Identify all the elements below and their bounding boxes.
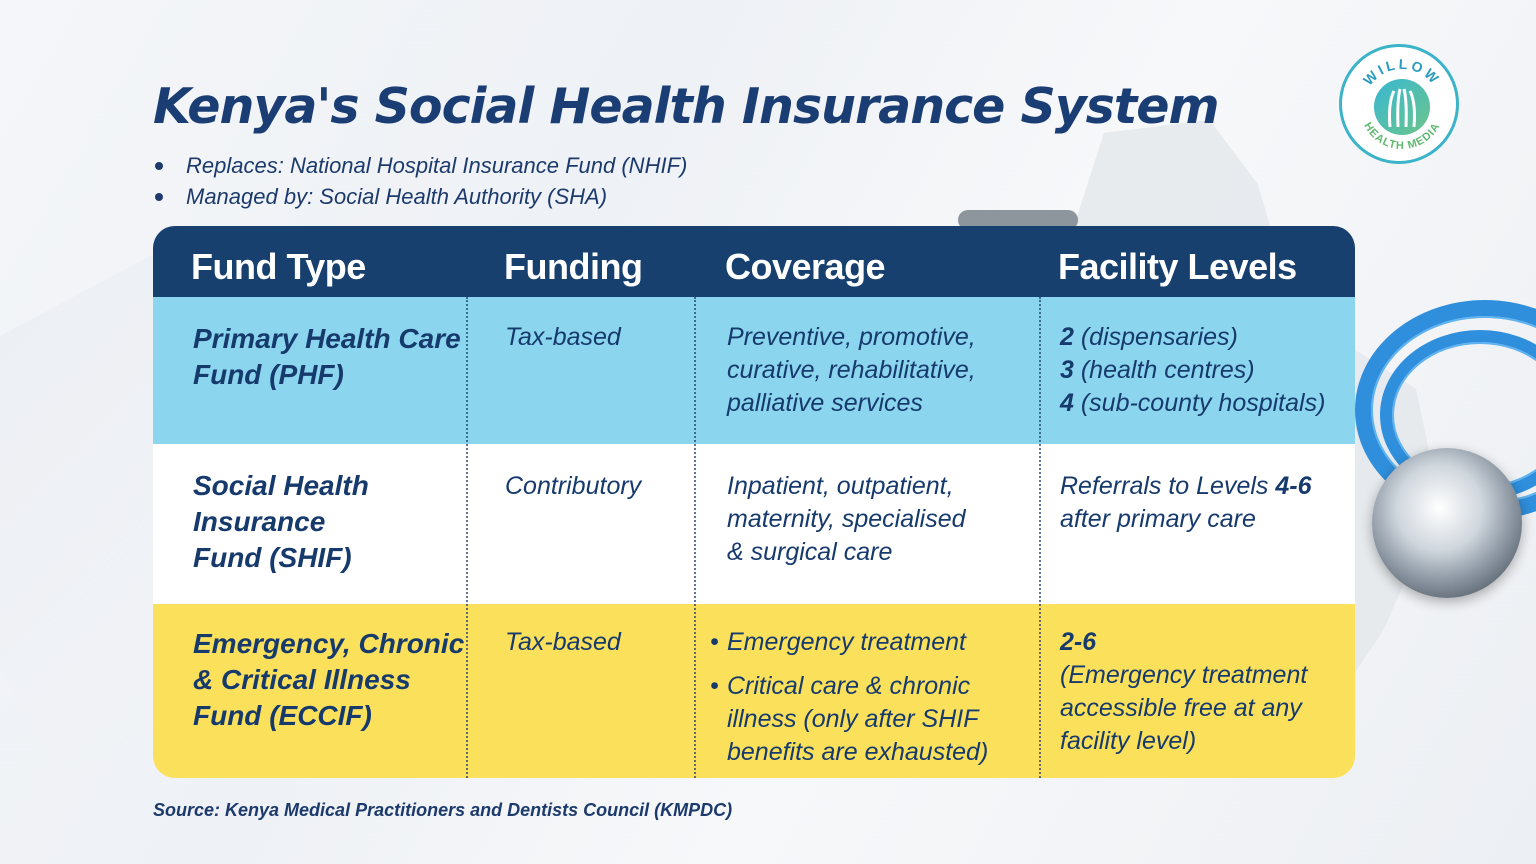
header-funding: Funding [504, 246, 643, 287]
willow-tree-icon [1342, 47, 1462, 167]
header-coverage: Coverage [725, 246, 886, 287]
coverage-line: & surgical care [727, 538, 893, 566]
cell-coverage [727, 470, 966, 569]
level-text: (Emergency treatment [1060, 661, 1308, 689]
coverage-line: curative, rehabilitative, [727, 356, 976, 384]
fund-type-line: Fund (PHF) [193, 359, 344, 390]
fund-type-line: Insurance [193, 506, 326, 537]
fund-type-line: & Critical Illness [193, 664, 411, 695]
column-divider [694, 297, 696, 778]
bullet-dot-icon [155, 162, 163, 170]
header-fund-type: Fund Type [191, 246, 366, 287]
level-text: facility level) [1060, 727, 1197, 755]
logo-bottom-text: HEALTH MEDIA [1361, 120, 1443, 153]
table-row [153, 297, 1355, 444]
table-header [153, 226, 1355, 297]
cell-facility-levels [1060, 626, 1307, 758]
level-text: accessible free at any [1060, 694, 1302, 722]
fund-type-line: Emergency, Chronic [193, 628, 465, 659]
summary-bullets [153, 150, 687, 212]
bullet-item [153, 181, 687, 212]
fund-type-line: Primary Health Care [193, 323, 461, 354]
level-text: (dispensaries) [1073, 323, 1238, 351]
fund-type-line: Fund (SHIF) [193, 542, 352, 573]
coverage-line: maternity, specialised [727, 505, 966, 533]
bullet-text: Replaces: National Hospital Insurance Fund (NHIF) [186, 153, 688, 178]
logo-top-text: WILLOW [1359, 55, 1445, 89]
page-title: Kenya's Social Health Insurance System [153, 78, 1219, 135]
cell-fund-type [193, 468, 369, 576]
coverage-line: benefits are exhausted) [727, 738, 989, 766]
cell-coverage [727, 321, 976, 420]
cell-facility-levels [1060, 470, 1312, 536]
cell-funding: Contributory [505, 472, 642, 500]
bullet-text: Managed by: Social Health Authority (SHA) [186, 184, 608, 209]
willow-health-media-logo [1339, 44, 1459, 164]
column-divider [466, 297, 468, 778]
fund-comparison-table [153, 226, 1355, 778]
level-number: 2-6 [1060, 628, 1097, 656]
coverage-list [710, 626, 988, 769]
level-number: 4 [1060, 389, 1074, 417]
stethoscope-chestpiece-icon [1372, 448, 1522, 598]
level-text: after primary care [1060, 505, 1256, 533]
cell-funding: Tax-based [505, 323, 621, 351]
fund-type-line: Fund (ECCIF) [193, 700, 372, 731]
level-line [1060, 470, 1312, 503]
level-text: Referrals to Levels [1060, 472, 1276, 500]
cell-coverage [710, 626, 988, 778]
source-citation: Source: Kenya Medical Practitioners and Dentists Council (KMPDC) [153, 800, 733, 820]
level-number: 3 [1060, 356, 1074, 384]
bullet-item [153, 150, 687, 181]
level-number: 2 [1060, 323, 1074, 351]
level-line [1060, 354, 1325, 387]
table-row [153, 604, 1355, 778]
cell-fund-type [193, 321, 461, 393]
coverage-line: • Critical care & chronic [727, 672, 971, 700]
level-number: 4-6 [1275, 472, 1312, 500]
coverage-line: Preventive, promotive, [727, 323, 976, 351]
list-item: • Emergency treatment [710, 626, 988, 659]
header-facility-levels: Facility Levels [1058, 246, 1297, 287]
list-item [710, 670, 988, 769]
level-line [1060, 626, 1307, 659]
table-row [153, 444, 1355, 604]
cell-funding: Tax-based [505, 628, 621, 656]
column-divider [1039, 297, 1041, 778]
coverage-line: illness (only after SHIF [727, 705, 979, 733]
bullet-dot-icon [155, 193, 163, 201]
coverage-line: Inpatient, outpatient, [727, 472, 954, 500]
level-text: (health centres) [1073, 356, 1255, 384]
fund-type-line: Social Health [193, 470, 369, 501]
level-line [1060, 387, 1325, 420]
level-line [1060, 321, 1325, 354]
level-text: (sub-county hospitals) [1073, 389, 1326, 417]
cell-facility-levels [1060, 321, 1325, 420]
cell-fund-type [193, 626, 464, 734]
coverage-line: palliative services [727, 389, 923, 417]
